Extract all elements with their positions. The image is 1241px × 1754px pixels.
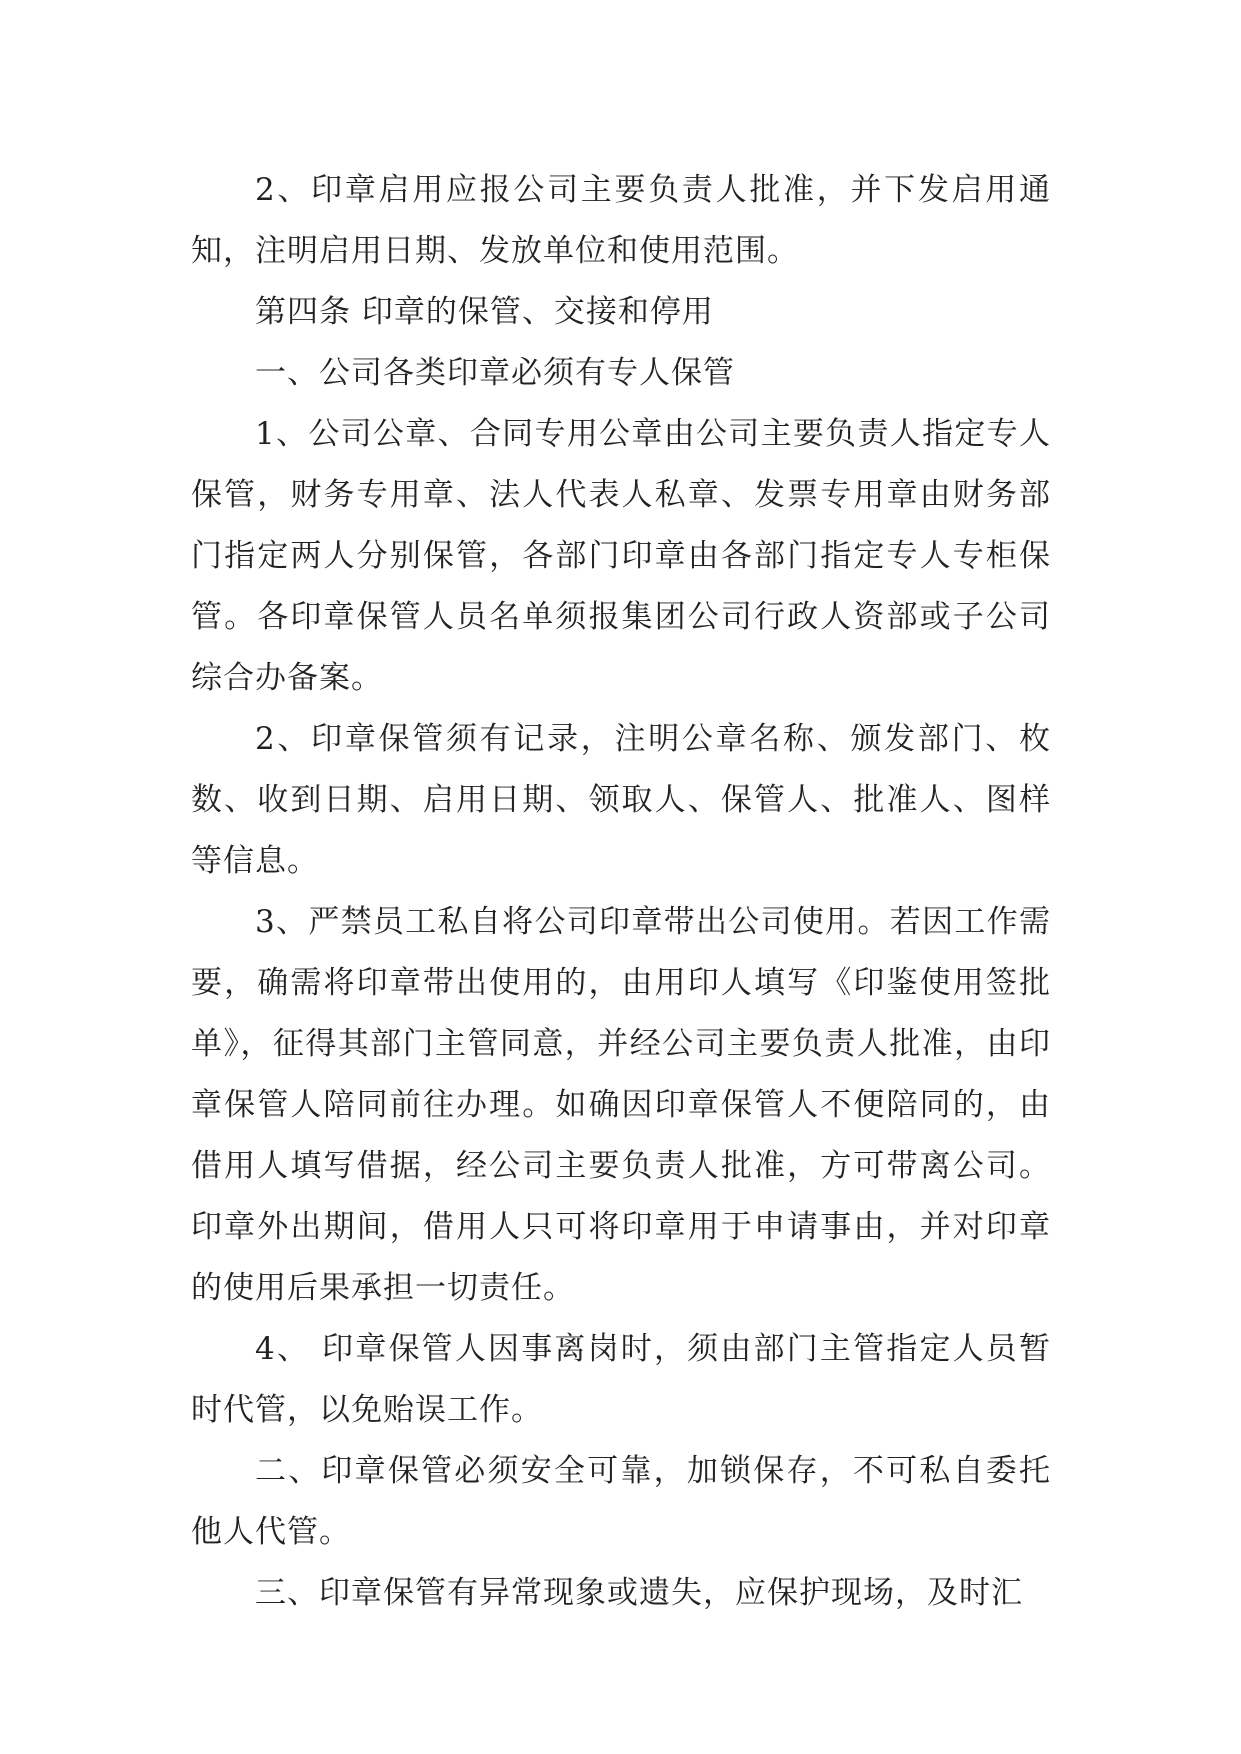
paragraph-seal-removal: 3、严禁员工私自将公司印章带出公司使用。若因工作需要，确需将印章带出使用的，由用印人填写《印鉴使用签批单》，征得其部门主管同意，并经公司主要负责人批准，由印章保管人陪同前往办理。如确因印章保管人不便陪同的，由借用人填写借据，经公司主要负责人批准，方可带离公司。印章外出期间，借用人只可将印章用于申请事由，并对印章的使用后果承担一切责任。 bbox=[191, 904, 1051, 1306]
section-one-heading: 一、公司各类印章必须有专人保管 bbox=[255, 355, 735, 391]
section-two-paragraph: 二、印章保管必须安全可靠，加锁保存，不可私自委托他人代管。 bbox=[191, 1453, 1051, 1550]
paragraph-custody-assignment: 1、公司公章、合同专用公章由公司主要负责人指定专人保管，财务专用章、法人代表人私章、发票专用章由财务部门指定两人分别保管，各部门印章由各部门指定专人专柜保管。各印章保管人员名单须报集团公司行政人资部或子公司综合办备案。 bbox=[191, 416, 1051, 696]
article-four-heading: 第四条 印章的保管、交接和停用 bbox=[255, 294, 714, 330]
paragraph-temporary-custody: 4、 印章保管人因事离岗时，须由部门主管指定人员暂时代管，以免贻误工作。 bbox=[191, 1331, 1051, 1428]
document-body bbox=[191, 160, 1051, 1624]
paragraph-seal-activation: 2、印章启用应报公司主要负责人批准，并下发启用通知，注明启用日期、发放单位和使用范围。 bbox=[191, 172, 1051, 269]
paragraph-custody-records: 2、印章保管须有记录，注明公章名称、颁发部门、枚数、收到日期、启用日期、领取人、保管人、批准人、图样等信息。 bbox=[191, 721, 1051, 879]
section-three-paragraph: 三、印章保管有异常现象或遗失，应保护现场，及时汇 bbox=[255, 1575, 1023, 1611]
